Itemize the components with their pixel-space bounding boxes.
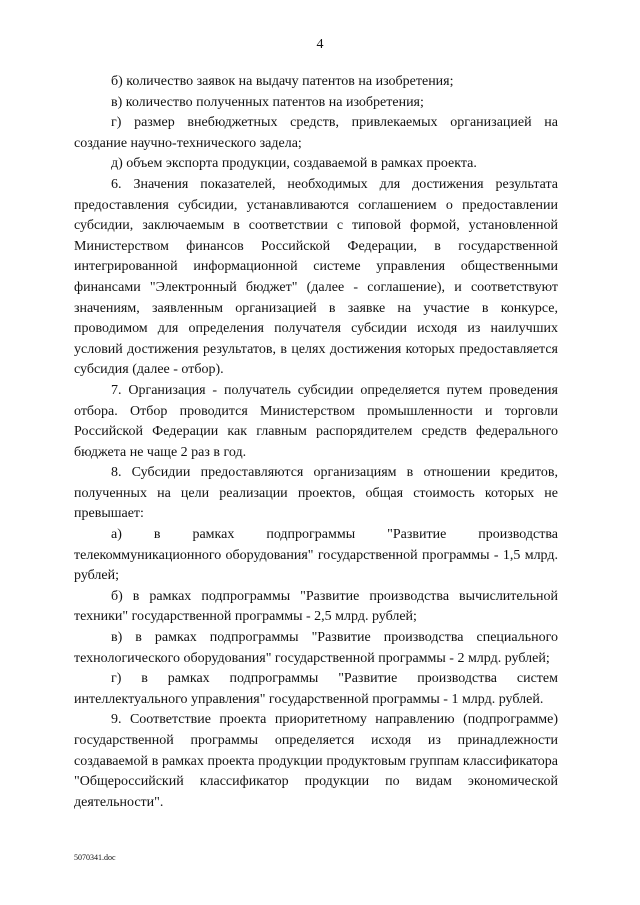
paragraph-8b-computing: б) в рамках подпрограммы "Развитие производства вычислительной техники" государственной программы - 2,5 млрд. рублей;: [74, 588, 558, 625]
paragraph-d-export-volume: д) объем экспорта продукции, создаваемой в рамках проекта.: [111, 156, 477, 172]
paragraph-8v-special-equipment: в) в рамках подпрограммы "Развитие производства специального технологического оборудования" государственной программы - 2 млрд. рублей;: [74, 630, 558, 666]
document-file-name: 5070341.doc: [74, 853, 116, 862]
document-body: [74, 72, 558, 813]
paragraph-v-patents-received: в) количество полученных патентов на изобретения;: [111, 94, 424, 110]
paragraph-9-project-compliance: 9. Соответствие проекта приоритетному направлению (подпрограмме) государственной программы определяется исходя из принадлежности создаваемой в рамках проекта продукции продуктовым группам классификатора "Общероссийский классификатор продукции по видам экономической деятельности".: [74, 712, 558, 810]
paragraph-8g-intelligent-control: г) в рамках подпрограммы "Развитие производства систем интеллектуального управления" государственной программы - 1 млрд. рублей.: [74, 671, 558, 707]
page-number: 4: [316, 37, 324, 52]
paragraph-g-extrabudgetary-funds: г) размер внебюджетных средств, привлекаемых организацией на создание научно-технического задела;: [74, 115, 558, 151]
paragraph-8-subsidy-limits: 8. Субсидии предоставляются организациям в отношении кредитов, полученных на цели реализации проектов, общая стоимость которых не превышает:: [74, 465, 558, 522]
paragraph-6-indicator-values: 6. Значения показателей, необходимых для достижения результата предоставления субсидии, устанавливаются соглашением о предоставлении субсидии, заключаемым в соответствии с типовой формой, установленной Министерством финансов Российской Федерации, в государственной интегрированной информационной системе управления общественными финансами "Электронный бюджет" (далее - соглашение), и соответствуют значениям, заявленным организацией в заявке на участие в конкурсе, проводимом для определения получателя субсидии исходя из наилучших условий достижения результатов, в целях достижения которых предоставляется субсидия (далее - отбор).: [74, 176, 558, 378]
paragraph-8a-telecom: а) в рамках подпрограммы "Развитие производства телекоммуникационного оборудования" государственной программы - 1,5 млрд. рублей;: [74, 527, 558, 584]
paragraph-b-patent-applications: б) количество заявок на выдачу патентов на изобретения;: [111, 74, 454, 89]
paragraph-7-recipient-selection: 7. Организация - получатель субсидии определяется путем проведения отбора. Отбор проводится Министерством промышленности и торговли Российской Федерации как главным распорядителем средств федерального бюджета не чаще 2 раз в год.: [74, 382, 558, 460]
